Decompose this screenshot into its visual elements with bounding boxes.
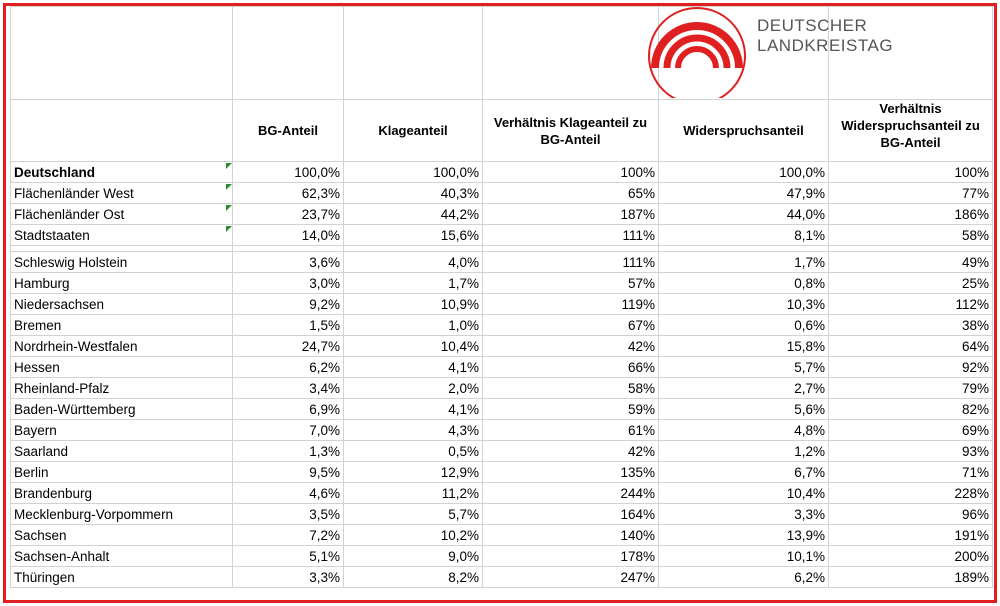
value-cell[interactable]: 1,2% bbox=[659, 441, 829, 462]
row-label-cell[interactable]: Brandenburg bbox=[11, 483, 233, 504]
table-row bbox=[11, 162, 993, 183]
value-cell[interactable]: 61% bbox=[483, 420, 659, 441]
value-cell[interactable]: 96% bbox=[829, 504, 993, 525]
value-cell[interactable]: 100,0% bbox=[233, 162, 344, 183]
value-cell[interactable]: 59% bbox=[483, 399, 659, 420]
value-cell[interactable]: 58% bbox=[483, 378, 659, 399]
row-label-cell[interactable]: Stadtstaaten bbox=[11, 225, 233, 246]
value-cell[interactable]: 82% bbox=[829, 399, 993, 420]
row-label-cell[interactable]: Mecklenburg-Vorpommern bbox=[11, 504, 233, 525]
row-label-cell[interactable]: Berlin bbox=[11, 462, 233, 483]
value-cell[interactable]: 58% bbox=[829, 225, 993, 246]
header-cell-bg-anteil[interactable]: BG-Anteil bbox=[233, 100, 344, 162]
value-cell[interactable]: 0,5% bbox=[344, 441, 483, 462]
table-row bbox=[11, 294, 993, 315]
value-cell[interactable]: 111% bbox=[483, 252, 659, 273]
value-cell[interactable]: 178% bbox=[483, 546, 659, 567]
value-cell[interactable]: 64% bbox=[829, 336, 993, 357]
value-cell[interactable]: 38% bbox=[829, 315, 993, 336]
logo-line-1: DEUTSCHER bbox=[757, 16, 868, 35]
row-label-cell[interactable]: Sachsen bbox=[11, 525, 233, 546]
value-cell[interactable]: 14,0% bbox=[233, 225, 344, 246]
value-cell[interactable]: 93% bbox=[829, 441, 993, 462]
table-row bbox=[11, 504, 993, 525]
table-row bbox=[11, 315, 993, 336]
value-cell[interactable]: 3,5% bbox=[233, 504, 344, 525]
header-cell-verhaeltnis-widerspruch[interactable]: Verhältnis Widerspruchsanteil zu BG-Anteil bbox=[829, 100, 993, 162]
value-cell[interactable]: 2,0% bbox=[344, 378, 483, 399]
value-cell[interactable]: 10,9% bbox=[344, 294, 483, 315]
value-cell[interactable]: 57% bbox=[483, 273, 659, 294]
landkreistag-logo bbox=[641, 6, 911, 98]
value-cell[interactable]: 66% bbox=[483, 357, 659, 378]
table-row bbox=[11, 420, 993, 441]
row-label-cell[interactable]: Bayern bbox=[11, 420, 233, 441]
table-row bbox=[11, 183, 993, 204]
value-cell[interactable]: 10,2% bbox=[344, 525, 483, 546]
value-cell[interactable]: 67% bbox=[483, 315, 659, 336]
value-cell[interactable]: 71% bbox=[829, 462, 993, 483]
cell-comment-marker-icon bbox=[226, 226, 232, 232]
value-cell[interactable]: 0,8% bbox=[659, 273, 829, 294]
value-cell[interactable]: 1,0% bbox=[344, 315, 483, 336]
value-cell[interactable]: 135% bbox=[483, 462, 659, 483]
value-cell[interactable]: 6,2% bbox=[233, 357, 344, 378]
value-cell[interactable]: 23,7% bbox=[233, 204, 344, 225]
value-cell[interactable]: 1,7% bbox=[659, 252, 829, 273]
value-cell[interactable]: 100,0% bbox=[344, 162, 483, 183]
value-cell[interactable]: 4,6% bbox=[233, 483, 344, 504]
value-cell[interactable]: 5,6% bbox=[659, 399, 829, 420]
table-row bbox=[11, 378, 993, 399]
value-cell[interactable]: 186% bbox=[829, 204, 993, 225]
row-label-cell[interactable]: Sachsen-Anhalt bbox=[11, 546, 233, 567]
value-cell[interactable]: 10,4% bbox=[344, 336, 483, 357]
table-row bbox=[11, 204, 993, 225]
table-row bbox=[11, 483, 993, 504]
value-cell[interactable]: 7,0% bbox=[233, 420, 344, 441]
value-cell[interactable]: 42% bbox=[483, 336, 659, 357]
value-cell[interactable]: 1,7% bbox=[344, 273, 483, 294]
row-label-cell[interactable]: Hamburg bbox=[11, 273, 233, 294]
value-cell[interactable]: 3,3% bbox=[233, 567, 344, 588]
value-cell[interactable]: 10,3% bbox=[659, 294, 829, 315]
value-cell[interactable]: 69% bbox=[829, 420, 993, 441]
value-cell[interactable]: 7,2% bbox=[233, 525, 344, 546]
value-cell[interactable]: 119% bbox=[483, 294, 659, 315]
cell[interactable] bbox=[233, 7, 344, 100]
value-cell[interactable]: 9,0% bbox=[344, 546, 483, 567]
value-cell[interactable]: 44,2% bbox=[344, 204, 483, 225]
table-row bbox=[11, 399, 993, 420]
table-row bbox=[11, 525, 993, 546]
header-cell-klageanteil[interactable]: Klageanteil bbox=[344, 100, 483, 162]
value-cell[interactable]: 65% bbox=[483, 183, 659, 204]
value-cell[interactable]: 15,8% bbox=[659, 336, 829, 357]
value-cell[interactable]: 10,4% bbox=[659, 483, 829, 504]
cell-comment-marker-icon bbox=[226, 163, 232, 169]
logo-line-2: LANDKREISTAG bbox=[757, 36, 894, 55]
value-cell[interactable]: 247% bbox=[483, 567, 659, 588]
value-cell[interactable]: 5,7% bbox=[344, 504, 483, 525]
value-cell[interactable]: 49% bbox=[829, 252, 993, 273]
row-label-cell[interactable]: Flächenländer West bbox=[11, 183, 233, 204]
value-cell[interactable]: 3,3% bbox=[659, 504, 829, 525]
row-label-cell[interactable]: Bremen bbox=[11, 315, 233, 336]
value-cell[interactable]: 228% bbox=[829, 483, 993, 504]
value-cell[interactable]: 5,1% bbox=[233, 546, 344, 567]
value-cell[interactable]: 3,6% bbox=[233, 252, 344, 273]
value-cell[interactable]: 3,0% bbox=[233, 273, 344, 294]
value-cell[interactable]: 6,7% bbox=[659, 462, 829, 483]
table-row bbox=[11, 336, 993, 357]
value-cell[interactable]: 187% bbox=[483, 204, 659, 225]
value-cell[interactable]: 111% bbox=[483, 225, 659, 246]
value-cell[interactable]: 244% bbox=[483, 483, 659, 504]
row-label-cell[interactable]: Hessen bbox=[11, 357, 233, 378]
value-cell[interactable]: 0,6% bbox=[659, 315, 829, 336]
value-cell[interactable]: 1,3% bbox=[233, 441, 344, 462]
row-label-cell[interactable]: Thüringen bbox=[11, 567, 233, 588]
cell[interactable] bbox=[344, 7, 483, 100]
value-cell[interactable]: 15,6% bbox=[344, 225, 483, 246]
value-cell[interactable]: 10,1% bbox=[659, 546, 829, 567]
header-cell-widerspruchsanteil[interactable]: Widerspruchsanteil bbox=[659, 100, 829, 162]
value-cell[interactable]: 9,2% bbox=[233, 294, 344, 315]
value-cell[interactable]: 100,0% bbox=[659, 162, 829, 183]
row-label-cell[interactable]: Schleswig Holstein bbox=[11, 252, 233, 273]
value-cell[interactable]: 140% bbox=[483, 525, 659, 546]
cell[interactable] bbox=[483, 7, 659, 100]
value-cell[interactable]: 4,8% bbox=[659, 420, 829, 441]
value-cell[interactable]: 77% bbox=[829, 183, 993, 204]
table-row bbox=[11, 567, 993, 588]
header-cell-region[interactable] bbox=[11, 100, 233, 162]
value-cell[interactable]: 8,2% bbox=[344, 567, 483, 588]
value-cell[interactable]: 4,3% bbox=[344, 420, 483, 441]
row-label-cell[interactable]: Deutschland bbox=[11, 162, 233, 183]
value-cell[interactable]: 12,9% bbox=[344, 462, 483, 483]
value-cell[interactable]: 92% bbox=[829, 357, 993, 378]
value-cell[interactable]: 8,1% bbox=[659, 225, 829, 246]
value-cell[interactable]: 112% bbox=[829, 294, 993, 315]
value-cell[interactable]: 6,2% bbox=[659, 567, 829, 588]
cell-comment-marker-icon bbox=[226, 205, 232, 211]
table-row bbox=[11, 441, 993, 462]
value-cell[interactable]: 2,7% bbox=[659, 378, 829, 399]
value-cell[interactable]: 25% bbox=[829, 273, 993, 294]
value-cell[interactable]: 200% bbox=[829, 546, 993, 567]
row-label-cell[interactable]: Nordrhein-Westfalen bbox=[11, 336, 233, 357]
row-label-cell[interactable]: Saarland bbox=[11, 441, 233, 462]
value-cell[interactable]: 1,5% bbox=[233, 315, 344, 336]
value-cell[interactable]: 44,0% bbox=[659, 204, 829, 225]
value-cell[interactable]: 79% bbox=[829, 378, 993, 399]
arcs-logo-icon bbox=[641, 6, 753, 98]
value-cell[interactable]: 189% bbox=[829, 567, 993, 588]
value-cell[interactable]: 47,9% bbox=[659, 183, 829, 204]
value-cell[interactable]: 191% bbox=[829, 525, 993, 546]
value-cell[interactable]: 9,5% bbox=[233, 462, 344, 483]
value-cell[interactable]: 11,2% bbox=[344, 483, 483, 504]
value-cell[interactable]: 100% bbox=[483, 162, 659, 183]
table-row bbox=[11, 273, 993, 294]
row-label-cell[interactable]: Rheinland-Pfalz bbox=[11, 378, 233, 399]
row-label-cell[interactable]: Baden-Württemberg bbox=[11, 399, 233, 420]
value-cell[interactable]: 164% bbox=[483, 504, 659, 525]
value-cell[interactable]: 4,1% bbox=[344, 357, 483, 378]
value-cell[interactable]: 100% bbox=[829, 162, 993, 183]
value-cell[interactable]: 4,1% bbox=[344, 399, 483, 420]
value-cell[interactable]: 6,9% bbox=[233, 399, 344, 420]
table-row bbox=[11, 357, 993, 378]
cell[interactable] bbox=[11, 7, 233, 100]
value-cell[interactable]: 40,3% bbox=[344, 183, 483, 204]
value-cell[interactable]: 4,0% bbox=[344, 252, 483, 273]
header-row bbox=[11, 100, 993, 162]
table-row bbox=[11, 462, 993, 483]
logo-text bbox=[757, 16, 893, 56]
header-cell-verhaeltnis-klage[interactable]: Verhältnis Klageanteil zu BG-Anteil bbox=[483, 100, 659, 162]
value-cell[interactable]: 5,7% bbox=[659, 357, 829, 378]
cell-comment-marker-icon bbox=[226, 184, 232, 190]
value-cell[interactable]: 3,4% bbox=[233, 378, 344, 399]
value-cell[interactable]: 24,7% bbox=[233, 336, 344, 357]
value-cell[interactable]: 13,9% bbox=[659, 525, 829, 546]
value-cell[interactable]: 42% bbox=[483, 441, 659, 462]
table-row bbox=[11, 252, 993, 273]
table-row bbox=[11, 546, 993, 567]
table-row bbox=[11, 225, 993, 246]
row-label-cell[interactable]: Flächenländer Ost bbox=[11, 204, 233, 225]
value-cell[interactable]: 62,3% bbox=[233, 183, 344, 204]
row-label-cell[interactable]: Niedersachsen bbox=[11, 294, 233, 315]
